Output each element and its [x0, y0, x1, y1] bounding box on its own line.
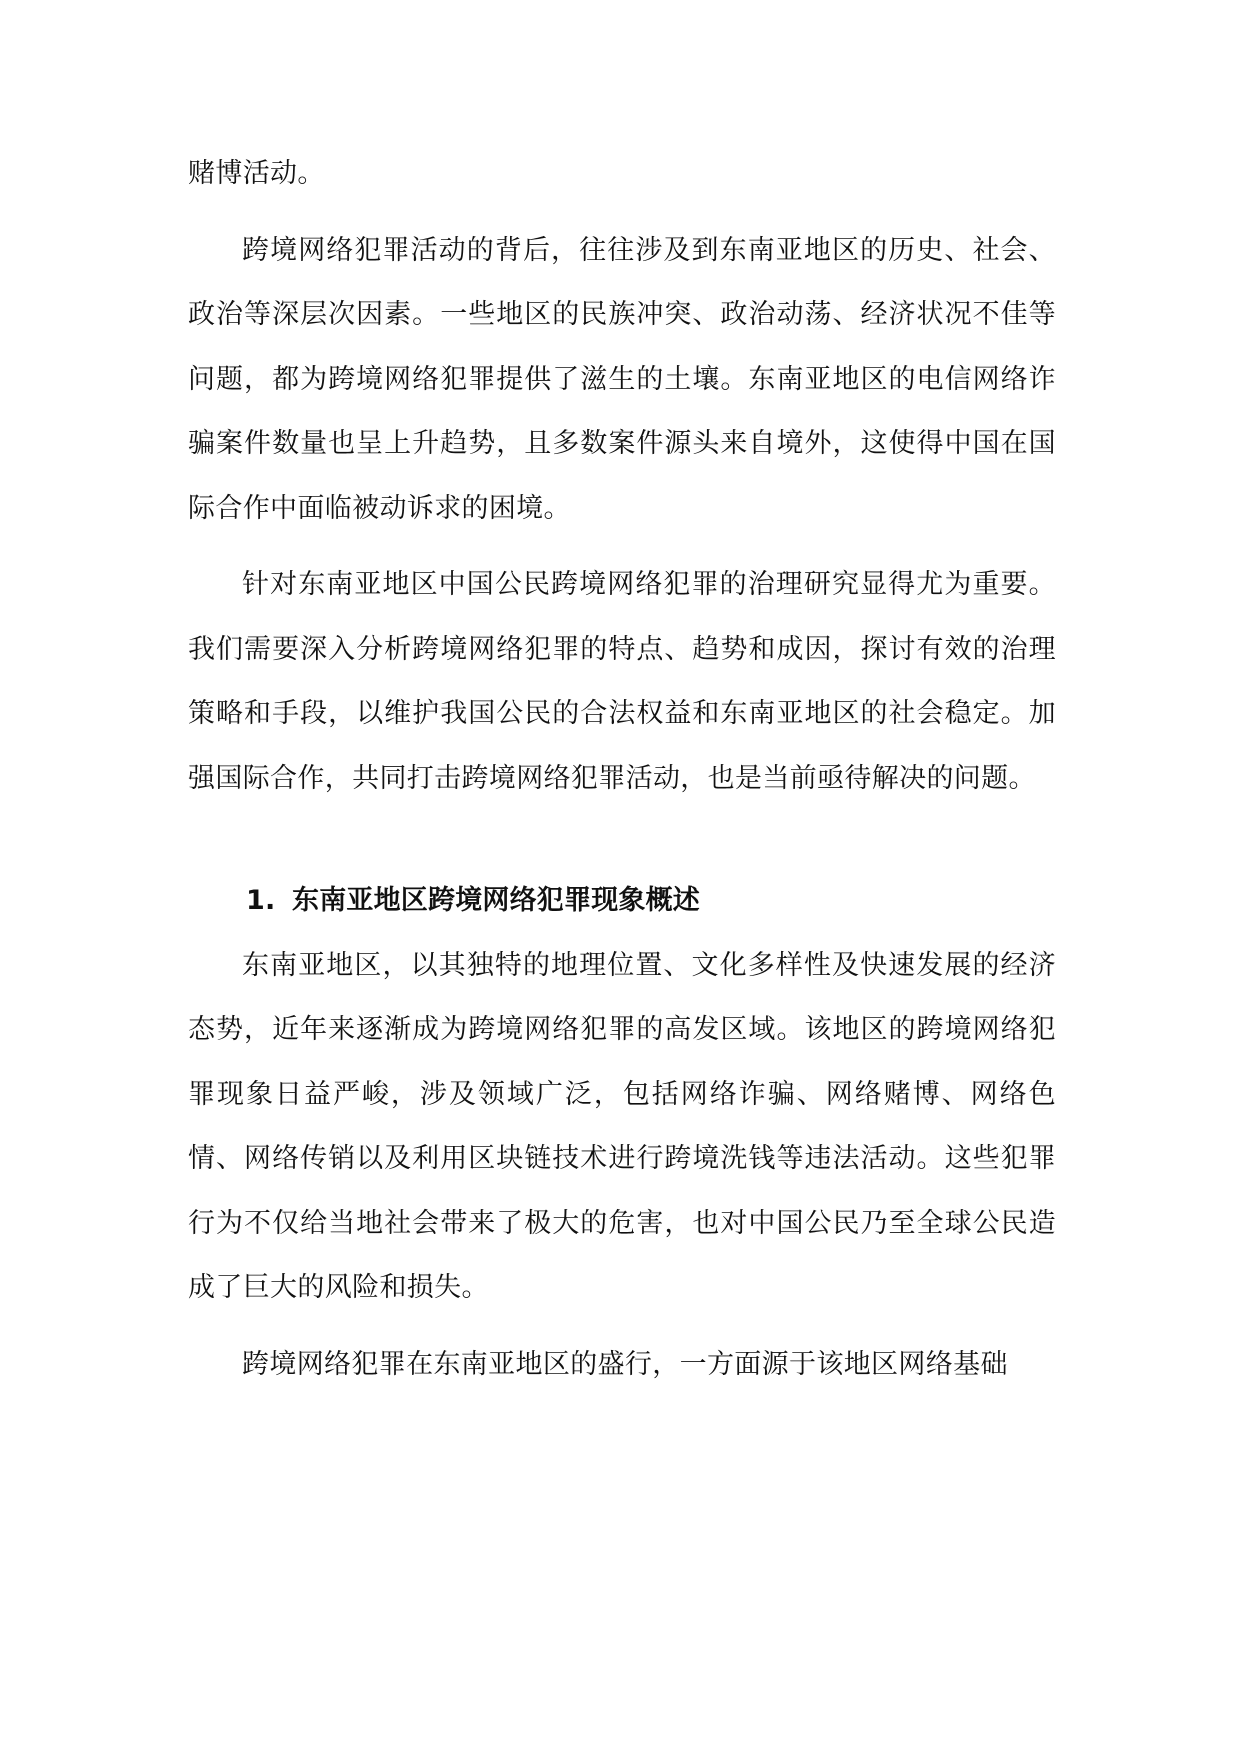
paragraph-causes: 跨境网络犯罪在东南亚地区的盛行，一方面源于该地区网络基础 [242, 1348, 1008, 1380]
section-title: 东南亚地区跨境网络犯罪现象概述 [292, 885, 700, 916]
section-number: 1. [246, 885, 276, 916]
paragraph-overview: 东南亚地区，以其独特的地理位置、文化多样性及快速发展的经济态势，近年来逐渐成为跨境网络犯罪的高发区域。该地区的跨境网络犯罪现象日益严峻，涉及领域广泛，包括网络诈骗、网络赌博、网络色情、网络传销以及利用区块链技术进行跨境洗钱等违法活动。这些犯罪行为不仅给当地社会带来了极大的危害，也对中国公民乃至全球公民造成了巨大的风险和损失。 [188, 949, 1056, 1303]
paragraph-background: 跨境网络犯罪活动的背后，往往涉及到东南亚地区的历史、社会、政治等深层次因素。一些地区的民族冲突、政治动荡、经济状况不佳等问题，都为跨境网络犯罪提供了滋生的土壤。东南亚地区的电信网络诈骗案件数量也呈上升趋势，且多数案件源头来自境外，这使得中国在国际合作中面临被动诉求的困境。 [188, 234, 1056, 524]
section-heading [188, 869, 1056, 934]
paragraph-governance-research: 针对东南亚地区中国公民跨境网络犯罪的治理研究显得尤为重要。我们需要深入分析跨境网络犯罪的特点、趋势和成因，探讨有效的治理策略和手段，以维护我国公民的合法权益和东南亚地区的社会稳定。加强国际合作，共同打击跨境网络犯罪活动，也是当前亟待解决的问题。 [188, 569, 1056, 794]
document-body [188, 142, 1056, 1397]
paragraph-continued: 赌博活动。 [188, 158, 325, 189]
